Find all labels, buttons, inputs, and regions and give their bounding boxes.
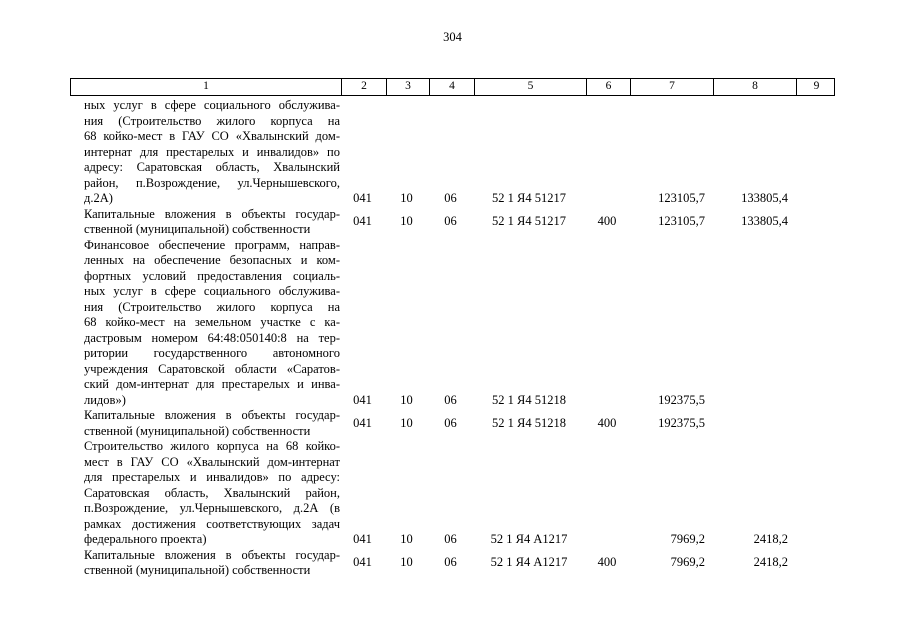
table-body (70, 96, 835, 579)
header-cell-8: 8 (713, 79, 796, 95)
cell-target-article-code: 52 1 Я4 51218 (492, 392, 566, 407)
row-name-line: учреждения Саратовской области «Саратов- (84, 361, 340, 376)
cell-section-code: 10 (400, 191, 413, 205)
header-cell-2: 2 (341, 79, 386, 95)
cell-expense-type-code (585, 238, 629, 409)
cell-col-9 (795, 439, 835, 548)
row-name-line: для престарелых и инвалидов» по адресу: (84, 470, 340, 484)
row-name-line: ский дом-интернат для престарелых и инва- (84, 377, 340, 391)
row-name-line: Саратовская область, Хвалынский район, (84, 485, 340, 500)
cell-amount-1: 7969,2 (670, 555, 705, 570)
cell-grbs-code: 041 (353, 214, 372, 229)
cell-grbs-code: 041 (353, 392, 372, 407)
header-cell-1: 1 (203, 80, 209, 93)
cell-col-9 (795, 207, 835, 238)
header-cell-6: 6 (586, 79, 630, 95)
cell-subsection-code: 06 (444, 532, 457, 546)
row-name-line: фортных условий предоставления социаль- (84, 268, 340, 283)
row-name-line: ных услуг в сфере социального обслужива- (84, 98, 340, 112)
cell-grbs-code: 041 (353, 555, 372, 570)
row-name-line: лидов») (84, 392, 126, 407)
row-name-line: 68 койко-мест на земельном участке с ка- (84, 315, 340, 329)
cell-subsection-code: 06 (444, 214, 457, 229)
table-row (70, 207, 835, 238)
header-cell-9: 9 (796, 79, 836, 95)
row-name-line: д.2А) (84, 191, 113, 205)
cell-subsection-code: 06 (444, 555, 457, 570)
row-name-line: Капитальные вложения в объекты государ- (84, 547, 340, 562)
cell-target-article-code: 52 1 Я4 51217 (492, 214, 566, 229)
cell-col-9 (795, 238, 835, 409)
cell-subsection-code: 06 (444, 191, 457, 205)
cell-amount-2 (712, 238, 795, 409)
row-name-line: федерального проекта) (84, 532, 207, 546)
cell-section-code: 10 (400, 415, 413, 430)
row-name-line: интернат для престарелых и инвалидов» по (84, 144, 340, 159)
cell-section-code: 10 (400, 214, 413, 229)
row-name-cell (70, 408, 340, 439)
cell-amount-2: 2418,2 (753, 555, 788, 570)
row-name-line: ния (Строительство жилого корпуса на (84, 299, 340, 314)
cell-col-9 (795, 98, 835, 207)
row-name-cell (70, 439, 340, 548)
cell-target-article-code: 52 1 Я4 А1217 (490, 555, 568, 570)
row-name-line: ленных на обеспечение безопасных и ком- (84, 253, 340, 267)
row-name-line: дастровым номером 64:48:050140:8 на тер- (84, 330, 340, 345)
cell-amount-1: 7969,2 (670, 532, 705, 546)
cell-amount-2: 133805,4 (741, 214, 788, 229)
cell-subsection-code: 06 (444, 415, 457, 430)
cell-grbs-code: 041 (353, 415, 372, 430)
cell-grbs-code: 041 (353, 191, 372, 205)
row-name-line: Капитальные вложения в объекты государ- (84, 206, 340, 221)
cell-amount-1: 123105,7 (658, 191, 705, 205)
header-cell-3: 3 (386, 79, 429, 95)
cell-section-code: 10 (400, 392, 413, 407)
cell-subsection-code: 06 (444, 392, 457, 407)
cell-section-code: 10 (400, 532, 413, 546)
cell-amount-1: 192375,5 (658, 415, 705, 430)
row-name-line: ния (Строительство жилого корпуса на (84, 113, 340, 128)
cell-amount-2 (712, 408, 795, 439)
cell-amount-1: 123105,7 (658, 214, 705, 229)
table-row (70, 439, 835, 548)
cell-target-article-code: 52 1 Я4 51218 (492, 415, 566, 430)
row-name-line: рамках достижения соответствующих задач (84, 516, 340, 531)
row-name-line: мест в ГАУ СО «Хвалынский дом-интернат (84, 454, 340, 469)
row-name-line: адресу: Саратовская область, Хвалынский (84, 160, 340, 174)
row-name-line: район, п.Возрождение, ул.Чернышевского, (84, 175, 340, 190)
cell-expense-type-code: 400 (597, 555, 617, 570)
cell-expense-type-code (585, 98, 629, 207)
header-cell-7: 7 (630, 79, 713, 95)
row-name-line: п.Возрождение, ул.Чернышевского, д.2А (в (84, 501, 340, 515)
table-row (70, 408, 835, 439)
cell-target-article-code: 52 1 Я4 51217 (492, 191, 566, 205)
cell-target-article-code: 52 1 Я4 А1217 (490, 532, 568, 546)
page-number: 304 (443, 30, 462, 44)
cell-grbs-code: 041 (353, 532, 372, 546)
header-cell-4: 4 (429, 79, 474, 95)
row-name-line: ных услуг в сфере социального обслужива- (84, 284, 340, 298)
cell-section-code: 10 (400, 555, 413, 570)
cell-expense-type-code (585, 439, 629, 548)
table-row (70, 548, 835, 579)
row-name-cell (70, 207, 340, 238)
cell-col-9 (795, 408, 835, 439)
table-row (70, 98, 835, 207)
row-name-line: 68 койко-мест в ГАУ СО «Хвалынский дом- (84, 129, 340, 143)
row-name-line: Финансовое обеспечение программ, направ- (84, 237, 340, 252)
table-row (70, 238, 835, 409)
cell-amount-1: 192375,5 (658, 392, 705, 407)
row-name-line: ственной (муниципальной) собственности (84, 222, 311, 236)
row-name-cell (70, 98, 340, 207)
row-name-line: ственной (муниципальной) собственности (84, 563, 311, 577)
header-cell-5: 5 (474, 79, 586, 95)
cell-col-9 (795, 548, 835, 579)
row-name-line: ственной (муниципальной) собственности (84, 423, 311, 438)
cell-expense-type-code: 400 (597, 415, 617, 430)
row-name-cell (70, 548, 340, 579)
row-name-line: Капитальные вложения в объекты государ- (84, 408, 340, 422)
table-header-row (70, 78, 835, 96)
row-name-cell (70, 238, 340, 409)
row-name-line: ритории государственного автономного (84, 346, 340, 360)
row-name-line: Строительство жилого корпуса на 68 койко- (84, 439, 340, 453)
cell-expense-type-code: 400 (597, 214, 617, 229)
budget-table (70, 78, 835, 579)
cell-amount-2: 133805,4 (741, 191, 788, 205)
cell-amount-2: 2418,2 (753, 532, 788, 546)
